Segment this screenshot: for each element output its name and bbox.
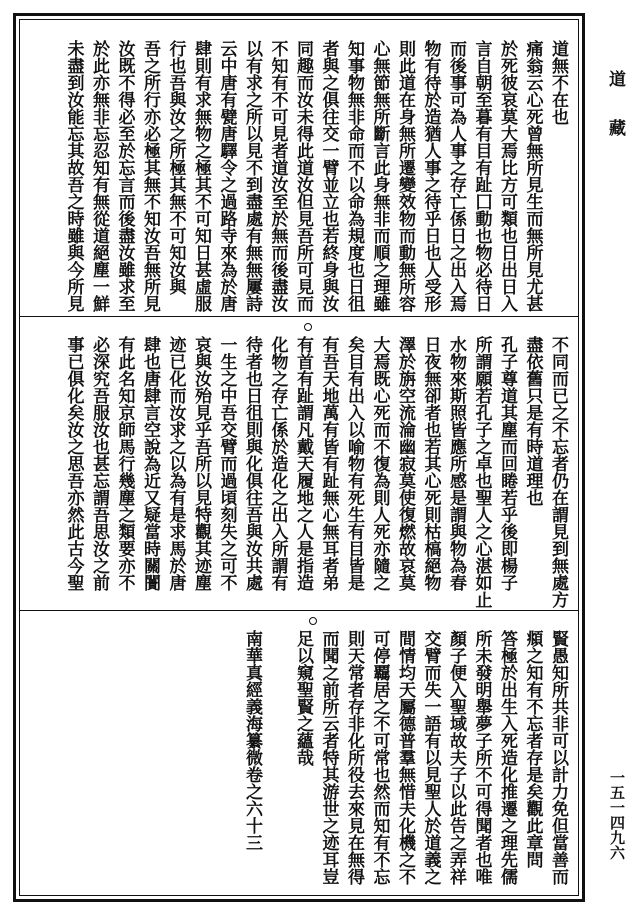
text-column: 者與之俱往交一臂並立也若終身與汝 xyxy=(318,40,339,312)
text-column: 澤於旃空流淪幽寂莫使復燃故哀莫 xyxy=(395,336,415,591)
text-column: 於死彼哀莫大焉比方可類也日出日入 xyxy=(497,40,517,312)
book-title-margin: 道藏 xyxy=(605,70,625,168)
text-column: 所未發明舉夢子所不可得聞者也唯 xyxy=(471,630,492,885)
text-column: 盡依舊只是有時道理也 xyxy=(522,336,543,506)
text-column: 答極於出生入死造化推遷之理先儒 xyxy=(497,630,517,885)
text-column: 可停覊居之不可常也然而知有不忘 xyxy=(369,630,390,885)
text-column: 賢愚知所共非可以計力免但當善而 xyxy=(548,630,568,885)
text-column: 所謂願若孔子之卓也聖人之心湛如止 xyxy=(471,336,492,608)
text-column: 不知有不可見者道汝至於無而後盡汝 xyxy=(267,40,288,312)
text-panel-1 xyxy=(42,40,570,312)
text-column: 有此名知京師馬行幾塵之類要亦不 xyxy=(114,336,135,591)
text-column: 肆也唐肆言空說為近又疑當時關闠 xyxy=(140,336,160,591)
text-column: 吾之所行亦必極其無不知汝吾無所見 xyxy=(140,40,160,312)
text-column: 必深究吾服汝也甚忘謂吾思汝之前 xyxy=(89,336,109,591)
text-column: 迹已化而汝求之以為有是求馬於唐 xyxy=(165,336,186,591)
text-column: 間情均天屬德普羣無惜夫化機之不 xyxy=(395,630,415,885)
text-column: 肆則有求無物之極其不可知日甚虛服 xyxy=(191,40,211,312)
text-column: 化物之存亡係於造化之出入所謂有 xyxy=(267,336,288,591)
text-column: 汝既不得必至於忘言而後盡汝雖求至 xyxy=(114,40,135,312)
text-column: 道無不在也 xyxy=(548,40,568,125)
page-frame xyxy=(13,13,585,902)
text-column: 痛翁云心死曾無所見生而無所見尤甚 xyxy=(522,40,543,312)
binding-hole xyxy=(304,323,312,331)
text-column: 未盡到汝能忘其故吾之時雖與今所見 xyxy=(63,40,84,312)
text-column: 事已俱化矣汝之思吾亦然此古今聖 xyxy=(63,336,84,591)
text-column: 有吾天地萬有皆有趾無心無耳者弟 xyxy=(318,336,339,591)
text-panel-2 xyxy=(42,336,570,608)
text-column: 哀與汝殆見乎吾所以見特觀其迹塵 xyxy=(191,336,211,591)
text-column: 知事物無非命而不以命為規度也日徂 xyxy=(344,40,364,312)
text-column xyxy=(264,630,290,885)
text-column: 孔子尊道其塵而回睠若乎後即楊子 xyxy=(497,336,517,591)
text-column: 而聞之前所云者特其游世之迹耳豈 xyxy=(318,630,339,885)
juan-title-column: 南華真經義海纂微卷之六十三 xyxy=(242,630,262,851)
text-column: 水物來斯照皆應所感是謂與物為春 xyxy=(446,336,466,591)
text-column: 則天常者存非化所役去來見在無得 xyxy=(344,630,364,885)
text-column: 以有求之所以見不到盡處有無無屢詩 xyxy=(242,40,262,312)
text-column: 同趣而汝未得此道汝但見吾所可見而 xyxy=(293,40,313,312)
binding-hole xyxy=(309,617,317,625)
text-column: 不同而已之不忘者仍在謂見到無處方 xyxy=(548,336,568,608)
panel-divider xyxy=(20,316,578,317)
text-column: 物有待於造猶人事之待乎日也人受形 xyxy=(420,40,441,312)
text-column: 則此道在身無所遷變效物而動無所容 xyxy=(395,40,415,312)
text-column: 心無節無所斷言此身無非而順之理雖 xyxy=(369,40,390,312)
page-inner-border xyxy=(19,19,579,896)
text-column: 云中唐有甓唐驛令之過路寺來為於唐 xyxy=(216,40,237,312)
text-column: 言自朝至暮有目有趾囗動也物必待日 xyxy=(471,40,492,312)
text-column: 足以窺聖賢之蘊哉 xyxy=(293,630,313,766)
text-column: 大焉既心死而不復為則人死亦隨之 xyxy=(369,336,390,591)
text-column: 頫之知有不忘者存是矣觀此章問 xyxy=(522,630,543,868)
text-column: 於此亦無非忘忍知有無從道絕塵一鮮 xyxy=(89,40,109,312)
text-column: 有首有趾謂凡戴天履地之人是指造 xyxy=(293,336,313,591)
text-column: 交臂而失一語有以見聖人於道義之 xyxy=(420,630,441,885)
text-column: 一生之中吾交臂而過頃刻失之可不 xyxy=(216,336,237,591)
text-column: 待者也日徂則與化俱往吾與汝共處 xyxy=(242,336,262,591)
text-column: 而後事可為人事之存亡係日之出入焉 xyxy=(446,40,466,312)
page-number-margin: 一五一四九六 xyxy=(608,770,626,860)
text-column: 行也吾與汝之所極其無不可知汝與 xyxy=(165,40,186,295)
text-column: 顏子便入聖域故夫子以此告之弄祥 xyxy=(446,630,466,885)
text-column: 日夜無卻者也若其心死則枯槁絕物 xyxy=(420,336,441,591)
text-panel-3 xyxy=(42,630,570,885)
panel-divider xyxy=(20,610,578,611)
text-column: 矣目有出入以喻物有死生有目皆是 xyxy=(344,336,364,591)
